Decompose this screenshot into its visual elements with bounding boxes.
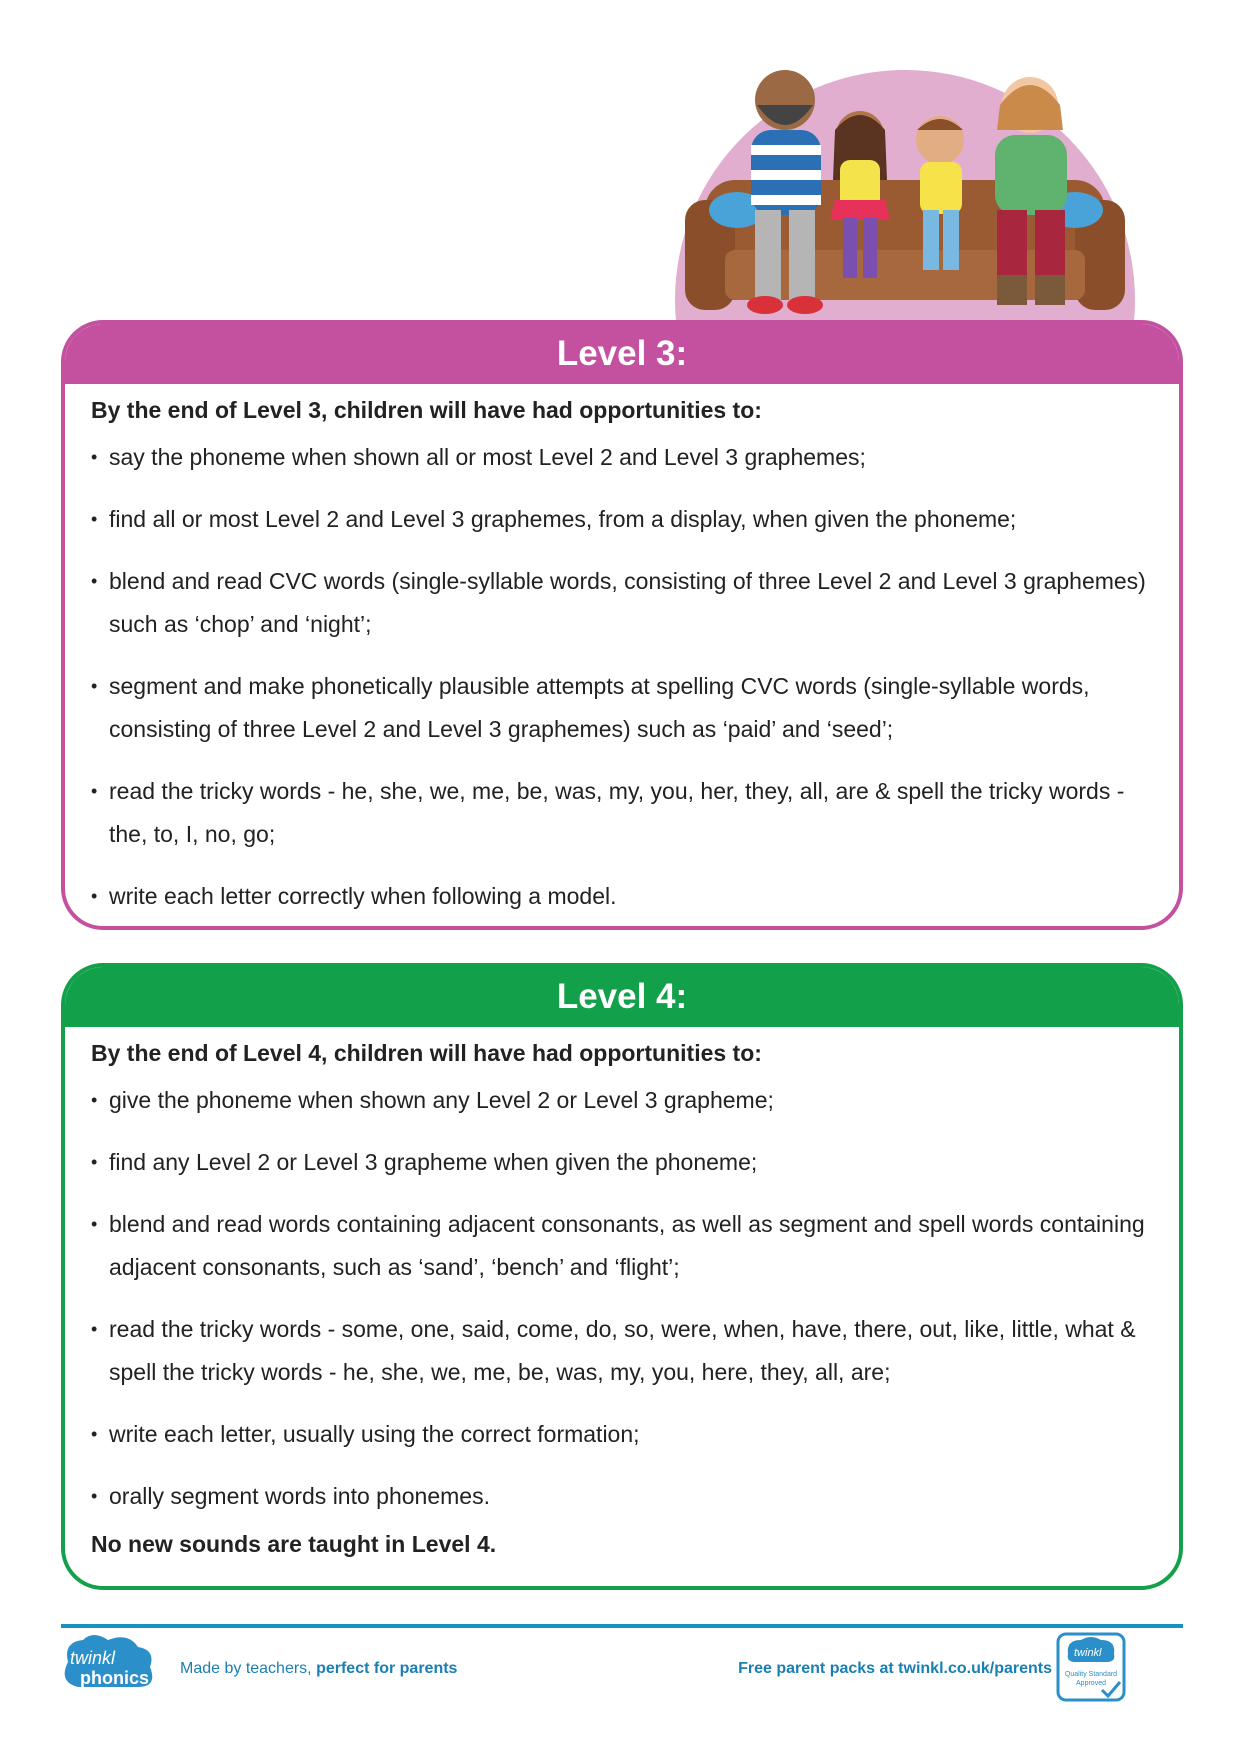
footer-tagline: Made by teachers, perfect for parents bbox=[180, 1660, 458, 1677]
svg-text:Approved: Approved bbox=[1076, 1680, 1106, 1687]
level-3-title: Level 3: bbox=[65, 324, 1179, 384]
list-item: • blend and read words containing adjacent consonants, as well as segment and spell words containing adjacent consonants, such as ‘sand’, ‘bench’ and ‘flight’; bbox=[91, 1203, 1151, 1289]
level-4-closing: No new sounds are taught in Level 4. bbox=[91, 1531, 497, 1557]
logo-text-twinkl: twinkl bbox=[70, 1648, 116, 1668]
footer-parent-packs-link[interactable]: Free parent packs at twinkl.co.uk/parents bbox=[738, 1660, 1052, 1677]
svg-text:Quality Standard: Quality Standard bbox=[1064, 1671, 1118, 1678]
svg-text:twinkl: twinkl bbox=[1074, 1647, 1102, 1659]
list-item: • read the tricky words - some, one, said, come, do, so, were, when, have, there, out, like, little, what & spell the tricky words - he, she, we, me, be, was, my, you, here, they, all, are; bbox=[91, 1308, 1151, 1394]
logo-text-phonics: phonics bbox=[80, 1668, 150, 1688]
level-3-intro: By the end of Level 3, children will have had opportunities to: bbox=[91, 397, 762, 423]
list-item: • find all or most Level 2 and Level 3 graphemes, from a display, when given the phoneme; bbox=[91, 498, 1151, 541]
list-item: • write each letter, usually using the correct formation; bbox=[91, 1413, 1151, 1456]
level-3-list bbox=[91, 436, 1151, 918]
level-4-intro: By the end of Level 4, children will have had opportunities to: bbox=[91, 1040, 762, 1066]
twinkl-phonics-logo[interactable] bbox=[58, 1632, 158, 1700]
list-item: • segment and make phonetically plausible attempts at spelling CVC words (single-syllable words, consisting of three Level 2 and Level 3 graphemes) such as ‘paid’ and ‘seed’; bbox=[91, 665, 1151, 751]
level-3-card bbox=[61, 320, 1183, 930]
footer bbox=[58, 1632, 1186, 1712]
list-item: • orally segment words into phonemes. bbox=[91, 1475, 1151, 1518]
level-4-title: Level 4: bbox=[65, 967, 1179, 1027]
level-4-card bbox=[61, 963, 1183, 1590]
family-on-sofa-illustration bbox=[665, 50, 1145, 350]
list-item: • give the phoneme when shown any Level 2 or Level 3 grapheme; bbox=[91, 1079, 1151, 1122]
list-item: • write each letter correctly when following a model. bbox=[91, 875, 1151, 918]
list-item: • find any Level 2 or Level 3 grapheme when given the phoneme; bbox=[91, 1141, 1151, 1184]
list-item: • blend and read CVC words (single-syllable words, consisting of three Level 2 and Level 3 graphemes) such as ‘chop’ and ‘night’; bbox=[91, 560, 1151, 646]
list-item: • read the tricky words - he, she, we, me, be, was, my, you, her, they, all, are & spell the tricky words - the, to, I, no, go; bbox=[91, 770, 1151, 856]
list-item: • say the phoneme when shown all or most Level 2 and Level 3 graphemes; bbox=[91, 436, 1151, 479]
quality-standard-badge bbox=[1056, 1632, 1126, 1702]
footer-divider bbox=[61, 1624, 1183, 1628]
level-4-list bbox=[91, 1079, 1151, 1518]
